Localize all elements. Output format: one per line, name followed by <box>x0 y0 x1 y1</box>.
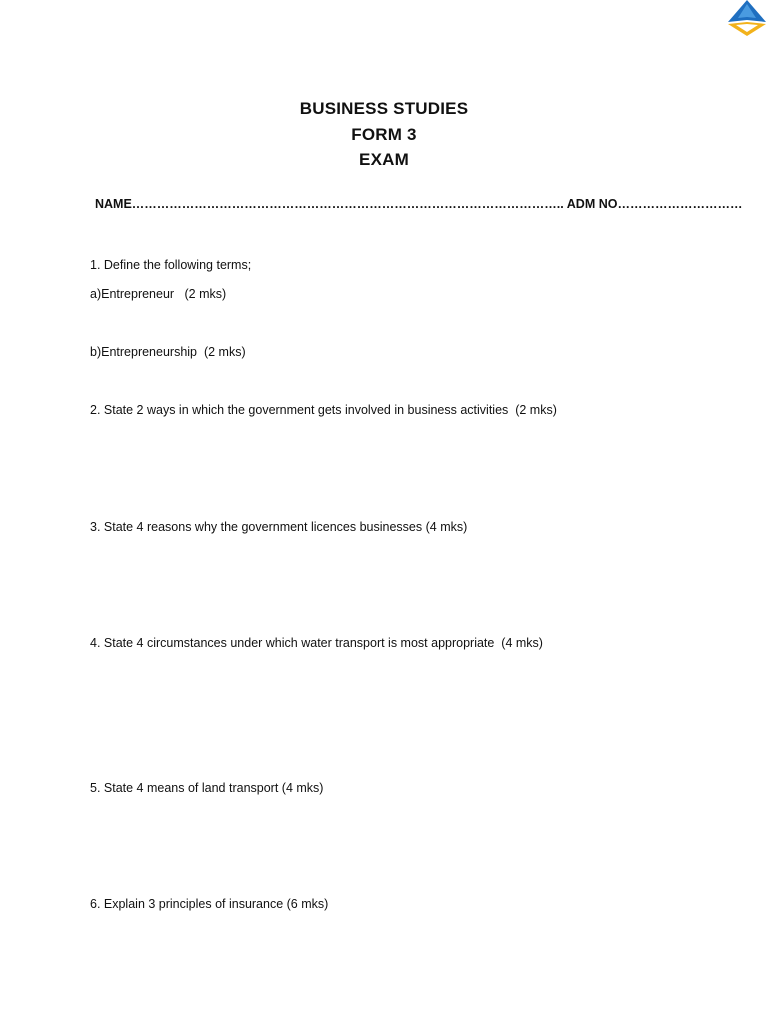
exam-title <box>0 96 768 173</box>
question-1a: a)Entrepreneur (2 mks) <box>90 287 227 301</box>
name-adm-line: NAME………………………………………………………………………………………….. ADM NO………………………… <box>95 197 743 211</box>
diamond-logo-icon <box>726 0 768 38</box>
question-3: 3. State 4 reasons why the government licences businesses (4 mks) <box>90 520 468 534</box>
question-2: 2. State 2 ways in which the government gets involved in business activities (2 mks) <box>90 403 557 417</box>
question-6: 6. Explain 3 principles of insurance (6 mks) <box>90 897 329 911</box>
question-4: 4. State 4 circumstances under which water transport is most appropriate (4 mks) <box>90 636 543 650</box>
title-form: FORM 3 <box>351 124 417 144</box>
question-1: 1. Define the following terms; <box>90 258 252 272</box>
title-exam: EXAM <box>359 150 409 169</box>
question-5: 5. State 4 means of land transport (4 mks) <box>90 781 324 795</box>
question-1b: b)Entrepreneurship (2 mks) <box>90 345 246 359</box>
title-subject: BUSINESS STUDIES <box>299 99 469 118</box>
